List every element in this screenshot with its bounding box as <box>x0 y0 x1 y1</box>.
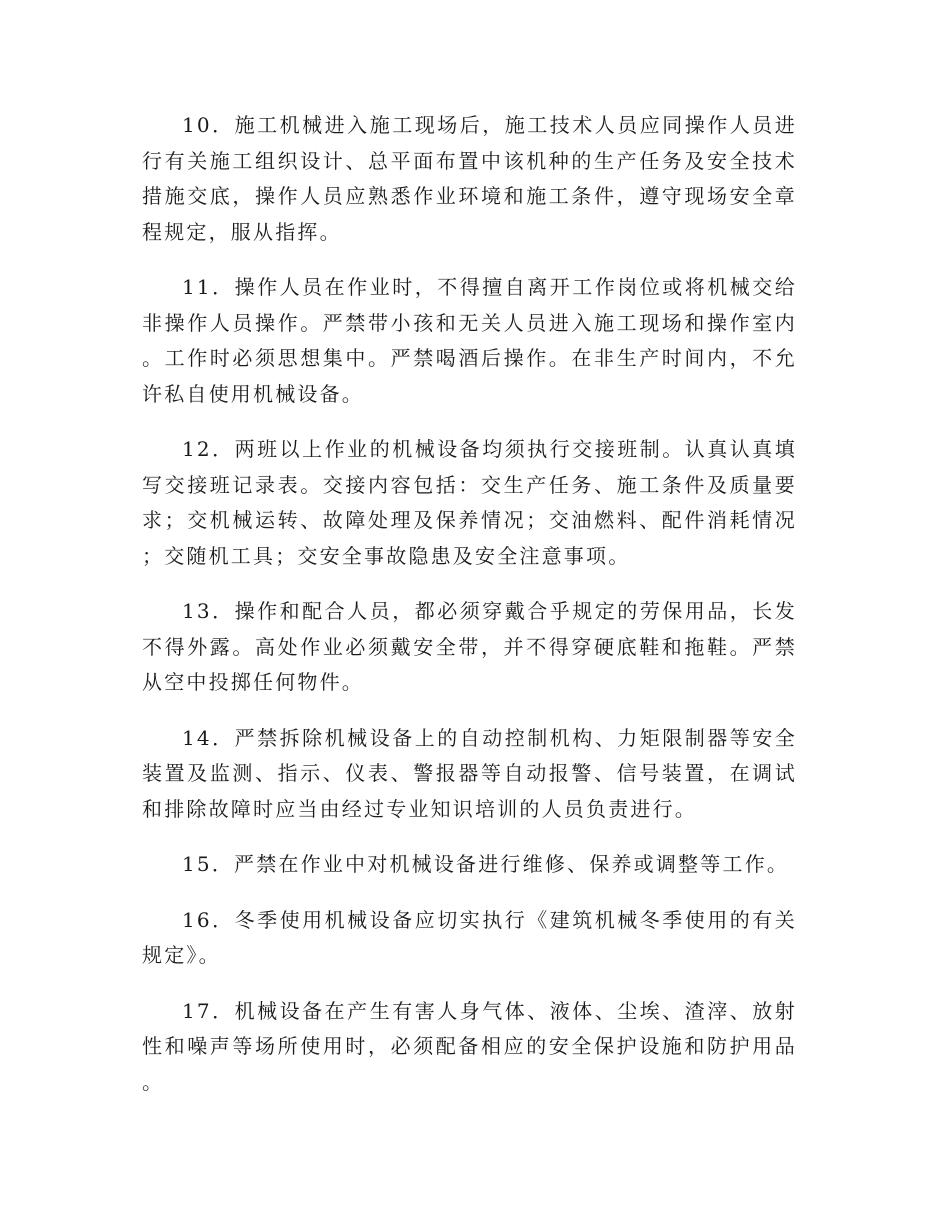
paragraph-15: 15．严禁在作业中对机械设备进行维修、保养或调整等工作。 <box>182 852 790 876</box>
paragraph-16: 16．冬季使用机械设备应切实执行《建筑机械冬季使用的有关规定》。 <box>142 907 797 967</box>
paragraph-13: 13．操作和配合人员，都必须穿戴合乎规定的劳保用品，长发不得外露。高处作业必须戴安全带，并不得穿硬底鞋和拖鞋。严禁从空中投掷任何物件。 <box>142 599 797 694</box>
paragraph-10: 10．施工机械进入施工现场后，施工技术人员应同操作人员进行有关施工组织设计、总平面布置中该机种的生产任务及安全技术措施交底，操作人员应熟悉作业环境和施工条件，遵守现场安全章程规定，服从指挥。 <box>142 113 797 244</box>
paragraph-14: 14．严禁拆除机械设备上的自动控制机构、力矩限制器等安全装置及监测、指示、仪表、警报器等自动报警、信号装置，在调试和排除故障时应当由经过专业知识培训的人员负责进行。 <box>142 725 797 821</box>
document-body <box>142 108 797 1120</box>
paragraph-17: 17．机械设备在产生有害人身气体、液体、尘埃、渣滓、放射性和噪声等场所使用时，必须配备相应的安全保护设施和防护用品。 <box>142 998 797 1094</box>
paragraph-11: 11．操作人员在作业时，不得擅自离开工作岗位或将机械交给非操作人员操作。严禁带小孩和无关人员进入施工现场和操作室内。工作时必须思想集中。严禁喝酒后操作。在非生产时间内，不允许私自使用机械设备。 <box>142 275 797 406</box>
paragraph-12: 12．两班以上作业的机械设备均须执行交接班制。认真认真填写交接班记录表。交接内容包括：交生产任务、施工条件及质量要求；交机械运转、故障处理及保养情况；交油燃料、配件消耗情况；交随机工具；交安全事故隐患及安全注意事项。 <box>142 437 797 568</box>
